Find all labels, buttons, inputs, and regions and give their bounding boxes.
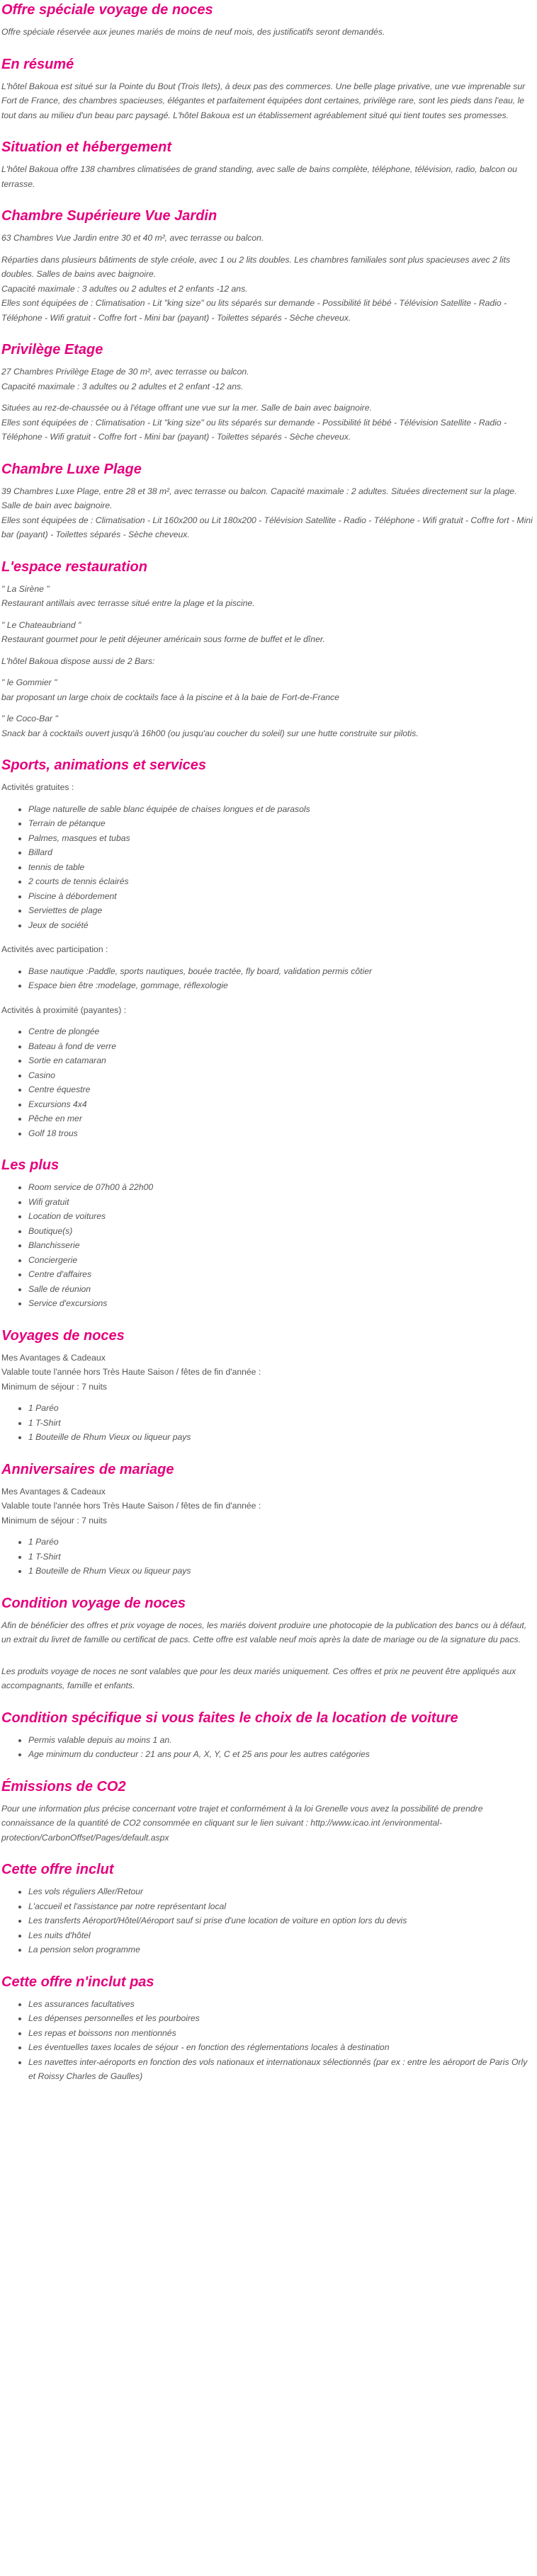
gifts-list <box>1 1401 533 1445</box>
list-item: • Les navettes inter-aéroports en fonction des vols nationaux et internationaux sélectionnés (par ex : entre les aéroport de Paris Orly et Roissy Charles de Gaulles) <box>28 2055 533 2084</box>
list-label: Activités gratuites : <box>1 782 74 792</box>
activities-free-list <box>1 802 533 933</box>
bar-name: " le Coco-Bar " <box>1 714 58 723</box>
room-capacity: Capacité maximale : 3 adultes ou 2 adultes et 2 enfants -12 ans. <box>1 283 248 294</box>
section-text: L'hôtel Bakoua offre 138 chambres climatisées de grand standing, avec salle de bains complète, téléphone, télévision, radio, balcon ou terrasse. <box>1 164 517 189</box>
room-description <box>1 401 533 445</box>
room-line: Situées au rez-de-chaussée ou à l'étage offrant une vue sur la mer. Salle de bain avec baignoire. <box>1 403 372 413</box>
list-item: • 1 Bouteille de Rhum Vieux ou liqueur pays <box>28 1430 533 1445</box>
list-item: • 1 T-Shirt <box>28 1550 533 1564</box>
list-item: • Pêche en mer <box>28 1111 533 1126</box>
offer-line: Valable toute l'année hors Très Haute Saison / fêtes de fin d'année : <box>1 1501 261 1511</box>
offer-conditions <box>1 1484 533 1528</box>
room-line: 27 Chambres Privilège Etage de 30 m², avec terrasse ou balcon. <box>1 367 249 377</box>
list-item: • La pension selon programme <box>28 1942 533 1957</box>
list-item: • Les assurances facultatives <box>28 1997 533 2012</box>
offer-line: Mes Avantages & Cadeaux <box>1 1352 106 1363</box>
list-item: • Service d'excursions <box>28 1296 533 1311</box>
list-item: • Blanchisserie <box>28 1238 533 1253</box>
list-item: • Permis valable depuis au moins 1 an. <box>28 1733 533 1748</box>
section-title: Anniversaires de mariage <box>1 1461 174 1477</box>
list-item: • Jeux de société <box>28 918 533 933</box>
list-item: • Golf 18 trous <box>28 1126 533 1141</box>
bar-description: bar proposant un large choix de cocktails face à la piscine et à la baie de Fort-de-France <box>1 692 339 702</box>
section-text: Offre spéciale réservée aux jeunes mariés de moins de neuf mois, des justificatifs seront demandés. <box>1 27 385 37</box>
section-text: Afin de bénéficier des offres et prix voyage de noces, les mariés doivent produire une photocopie de la publication des bancs ou à défaut, un extrait du livret de famille ou certificat de pacs. Cette offre est valable neuf mois après la date de mariage ou de la signature du pacs. <box>1 1620 527 1644</box>
list-item: • Centre de plongée <box>28 1024 533 1039</box>
offer-line: Minimum de séjour : 7 nuits <box>1 1381 108 1392</box>
list-item: • Sortie en catamaran <box>28 1053 533 1068</box>
list-item: • Conciergerie <box>28 1253 533 1268</box>
restaurant-description: Restaurant antillais avec terrasse situé entre la plage et la piscine. <box>1 598 255 608</box>
list-item: • Les dépenses personnelles et les pourboires <box>28 2011 533 2026</box>
list-item: • Centre équestre <box>28 1082 533 1097</box>
list-item: • Plage naturelle de sable blanc équipée de chaises longues et de parasols <box>28 802 533 817</box>
bar-gommier <box>1 675 533 704</box>
section-situation <box>1 139 533 191</box>
section-resume <box>1 56 533 123</box>
list-item: • L'accueil et l'assistance par notre représentant local <box>28 1899 533 1914</box>
offer-line: Mes Avantages & Cadeaux <box>1 1486 106 1496</box>
room-equipment: Elles sont équipées de : Climatisation - Lit "king size" ou lits séparés sur demande - Possibilité lit bébé - Télévision Satellite - Radio - Téléphone - Wifi gratuit - Coffre fort - Mini bar (payant) - Toilettes séparés - Sèche cheveux. <box>1 417 507 442</box>
list-item: • Centre d'affaires <box>28 1267 533 1282</box>
activities-nearby-list <box>1 1024 533 1140</box>
section-offre-inclut <box>1 1861 533 1957</box>
list-item: • Serviettes de plage <box>28 903 533 918</box>
section-title: En résumé <box>1 56 74 72</box>
section-condition-noces <box>1 1595 533 1693</box>
list-item: • Room service de 07h00 à 22h00 <box>28 1180 533 1195</box>
list-item: • 1 Bouteille de Rhum Vieux ou liqueur pays <box>28 1564 533 1579</box>
list-item: • Espace bien être :modelage, gommage, réflexologie <box>28 978 533 993</box>
bar-description: Snack bar à cocktails ouvert jusqu'à 16h00 (ou jusqu'au coucher du soleil) sur une hutte construite sur pilotis. <box>1 728 419 738</box>
room-equipment: Elles sont équipées de : Climatisation - Lit "king size" ou lits séparés sur demande - Possibilité lit bébé - Télévision Satellite - Radio - Téléphone - Wifi gratuit - Coffre fort - Mini bar (payant) - Toilettes séparés - Sèche cheveux. <box>1 298 507 323</box>
section-title: Situation et hébergement <box>1 139 172 155</box>
room-intro: 63 Chambres Vue Jardin entre 30 et 40 m², avec terrasse ou balcon. <box>1 233 264 243</box>
list-item: • 2 courts de tennis éclairés <box>28 874 533 889</box>
room-capacity: Capacité maximale : 3 adultes ou 2 adultes et 2 enfant -12 ans. <box>1 381 244 391</box>
section-anniversaires <box>1 1461 533 1579</box>
section-text: Pour une information plus précise concernant votre trajet et conformément à la loi Grenelle vous avez la possibilité de prendre connaissance de la quantité de CO2 consommée en cliquant sur le lien suivant : http://www.icao.int /environmental-protection/CarbonOffset/Pages/default.aspx <box>1 1803 483 1843</box>
section-title: Cette offre inclut <box>1 1862 114 1877</box>
section-restauration <box>1 559 533 741</box>
list-item: • 1 Paréo <box>28 1401 533 1416</box>
section-title: Condition voyage de noces <box>1 1595 186 1611</box>
offer-conditions <box>1 1351 533 1395</box>
restaurant-name: " Le Chateaubriand " <box>1 619 81 630</box>
section-title: Voyages de noces <box>1 1327 125 1344</box>
list-item: • Billard <box>28 845 533 860</box>
restaurant-description: Restaurant gourmet pour le petit déjeuner américain sous forme de buffet et le dîner. <box>1 634 325 644</box>
list-item: • Bateau à fond de verre <box>28 1039 533 1054</box>
section-title: Condition spécifique si vous faites le choix de la location de voiture <box>1 1710 458 1726</box>
section-title: Émissions de CO2 <box>1 1778 126 1794</box>
offer-line: Minimum de séjour : 7 nuits <box>1 1515 108 1525</box>
section-les-plus <box>1 1157 533 1311</box>
section-title: Sports, animations et services <box>1 757 207 773</box>
section-condition-voiture <box>1 1710 533 1762</box>
restaurant-name: " La Sirène " <box>1 583 50 594</box>
list-label: Activités à proximité (payantes) : <box>1 1004 127 1015</box>
section-text: L'hôtel Bakoua est situé sur la Pointe du Bout (Trois Ilets), à deux pas des commerces. Une belle plage privative, une vue imprenable sur Fort de France, des chambres spacieuses, élégantes et parfaitement équipées dont certaines, privilège rare, sont les pieds dans l'eau, le tout dans au milieu d'un beau parc paysagé. L'hôtel Bakoua est un établissement agréablement situé qui tient toutes ses promesses. <box>1 81 526 120</box>
section-text: Les produits voyage de noces ne sont valables que pour les deux mariés uniquement. Ces offres et prix ne peuvent être appliqués aux accompagnants, famille et enfants. <box>1 1666 516 1690</box>
room-description <box>1 484 533 542</box>
list-item: • Salle de réunion <box>28 1282 533 1297</box>
room-line: Réparties dans plusieurs bâtiments de style créole, avec 1 ou 2 lits doubles. Les chambres familiales sont plus spacieuses avec 2 lits doubles. Salles de bains avec baignoire. <box>1 254 511 279</box>
list-item: • Location de voitures <box>28 1209 533 1224</box>
gifts-list <box>1 1535 533 1579</box>
section-offre-inclut-pas <box>1 1974 533 2084</box>
section-title: Les plus <box>1 1157 60 1173</box>
section-title: Cette offre n'inclut pas <box>1 1974 154 1990</box>
section-offre-speciale <box>1 1 533 40</box>
list-item: • Wifi gratuit <box>28 1195 533 1210</box>
car-conditions-list <box>1 1733 533 1762</box>
section-co2 <box>1 1778 533 1845</box>
section-title: Chambre Supérieure Vue Jardin <box>1 208 217 224</box>
list-item: • 1 Paréo <box>28 1535 533 1550</box>
list-item: • Les vols réguliers Aller/Retour <box>28 1884 533 1899</box>
list-item: • Les éventuelles taxes locales de séjour - en fonction des réglementations locales à destination <box>28 2040 533 2055</box>
list-item: • Les nuits d'hôtel <box>28 1928 533 1943</box>
section-title: Chambre Luxe Plage <box>1 461 142 477</box>
list-item: • Palmes, masques et tubas <box>28 831 533 846</box>
list-label: Activités avec participation : <box>1 944 108 954</box>
section-title: Offre spéciale voyage de noces <box>1 2 213 18</box>
list-item: • Age minimum du conducteur : 21 ans pour A, X, Y, C et 25 ans pour les autres catégories <box>28 1747 533 1762</box>
list-item: • tennis de table <box>28 860 533 875</box>
room-line: 39 Chambres Luxe Plage, entre 28 et 38 m², avec terrasse ou balcon. Capacité maximale : 2 adultes. Situées directement sur la plage. Salle de bain avec baignoire. <box>1 486 517 510</box>
list-item: • Piscine à débordement <box>28 889 533 904</box>
bar-coco <box>1 711 533 740</box>
services-list <box>1 1180 533 1311</box>
list-item: • Les transferts Aéroport/Hôtel/Aéroport sauf si prise d'une location de voiture en option lors du devis <box>28 1913 533 1928</box>
restaurant-chateaubriand <box>1 618 533 647</box>
list-item: • Terrain de pétanque <box>28 816 533 831</box>
offer-line: Valable toute l'année hors Très Haute Saison / fêtes de fin d'année : <box>1 1367 261 1377</box>
section-sports <box>1 757 533 1140</box>
list-item: • Casino <box>28 1068 533 1083</box>
section-chambre-superieure <box>1 207 533 325</box>
activities-paid-list <box>1 964 533 993</box>
bars-intro: L'hôtel Bakoua dispose aussi de 2 Bars: <box>1 656 155 666</box>
section-voyages-de-noces <box>1 1327 533 1445</box>
room-equipment: Elles sont équipées de : Climatisation - Lit 160x200 ou Lit 180x200 - Télévision Satellite - Radio - Téléphone - Wifi gratuit - Coffre fort - Mini bar (payant) - Toilettes séparés - Sèche cheveux. <box>1 515 533 539</box>
list-item: • Boutique(s) <box>28 1224 533 1239</box>
page-content <box>1 1 533 2084</box>
section-privilege-etage <box>1 341 533 445</box>
list-item: • 1 T-Shirt <box>28 1416 533 1431</box>
room-intro <box>1 365 533 394</box>
list-item: • Excursions 4x4 <box>28 1097 533 1112</box>
section-title: Privilège Etage <box>1 342 103 357</box>
included-list <box>1 1884 533 1957</box>
room-description <box>1 253 533 326</box>
list-item: • Les repas et boissons non mentionnés <box>28 2026 533 2041</box>
bar-name: " le Gommier " <box>1 677 57 687</box>
section-luxe-plage <box>1 461 533 542</box>
section-title: L'espace restauration <box>1 559 147 575</box>
list-item: • Base nautique :Paddle, sports nautiques, bouée tractée, fly board, validation permis côtier <box>28 964 533 979</box>
restaurant-sirene <box>1 582 533 611</box>
excluded-list <box>1 1997 533 2084</box>
